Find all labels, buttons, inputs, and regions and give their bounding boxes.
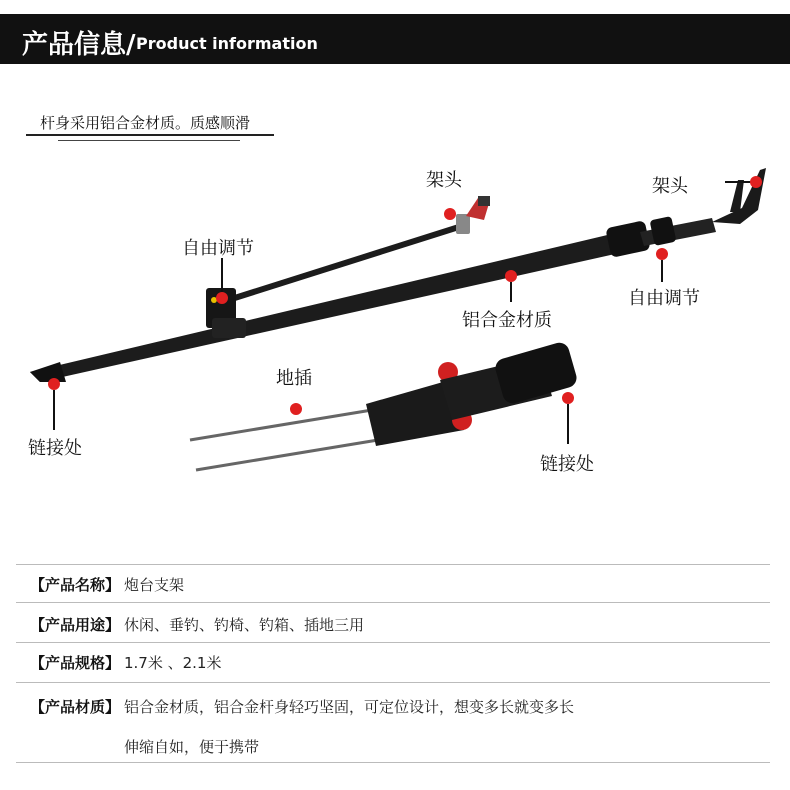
spec-key-material: 【产品材质】	[30, 698, 121, 716]
label-connector-left: 链接处	[28, 438, 82, 459]
spec-key-size: 【产品规格】	[30, 654, 121, 672]
spec-value-usage: 休闲、垂钓、钓椅、钓箱、插地三用	[124, 616, 365, 634]
spec-value-material-cont: 伸缩自如，便于携带	[124, 738, 260, 756]
subheading-underline-short	[58, 140, 240, 141]
main-rod	[30, 168, 766, 382]
spec-key-name: 【产品名称】	[30, 576, 121, 594]
label-free-adjust-left: 自由调节	[182, 238, 254, 259]
subheading-underline	[26, 134, 274, 136]
header-title-cn: 产品信息/	[22, 30, 136, 60]
label-connector-right: 链接处	[540, 454, 594, 475]
label-material: 铝合金材质	[462, 310, 552, 331]
spec-value-size: 1.7米 、2.1米	[124, 654, 222, 672]
label-free-adjust-right: 自由调节	[628, 288, 700, 309]
section-header	[0, 14, 790, 64]
spec-value-name: 炮台支架	[124, 576, 185, 594]
spec-value-material: 铝合金材质，铝合金杆身轻巧坚固，可定位设计，想变多长就变多长	[124, 698, 575, 716]
ground-spike	[190, 340, 579, 470]
label-rest-head-small: 架头	[426, 170, 462, 191]
spec-key-usage: 【产品用途】	[30, 616, 121, 634]
label-rest-head-large: 架头	[652, 176, 688, 197]
material-subheading: 杆身采用铝合金材质。质感顺滑	[40, 114, 251, 132]
header-title-en: Product information	[136, 34, 318, 53]
label-ground-spike: 地插	[276, 368, 312, 389]
rod-rest-illustration	[0, 150, 790, 550]
